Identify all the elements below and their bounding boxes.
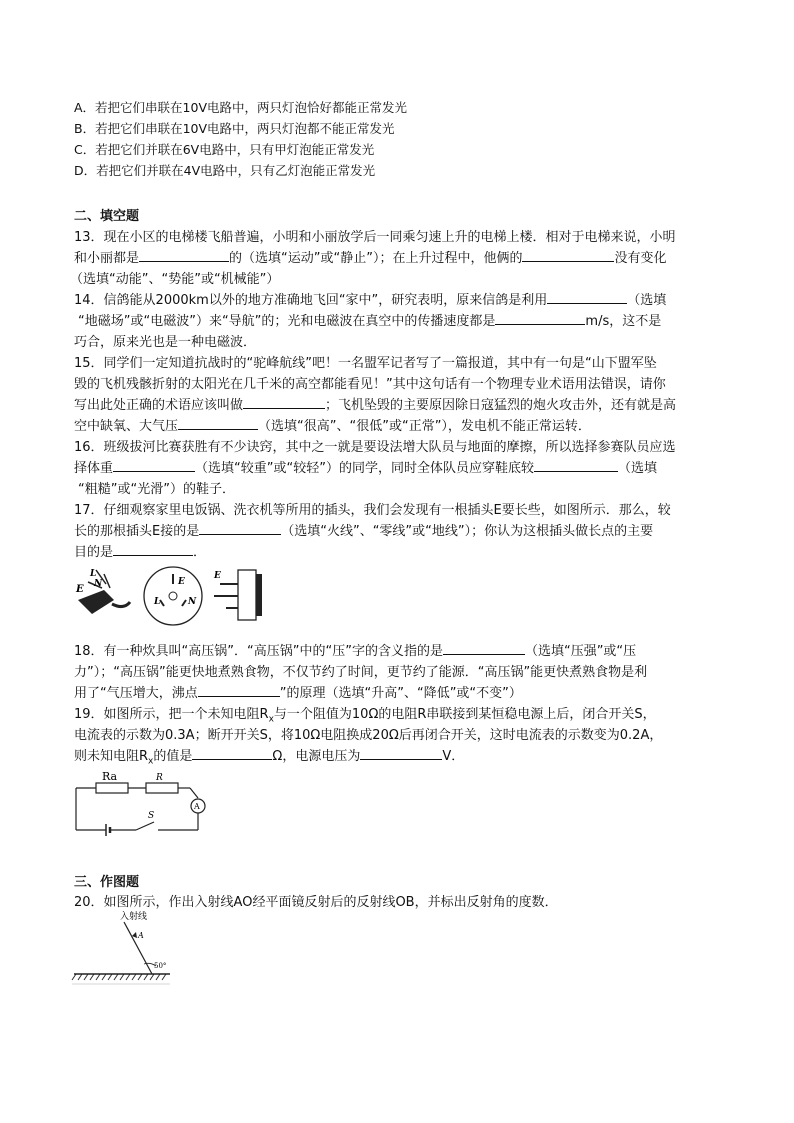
q16-blank1 [113, 459, 195, 472]
incident-ray [124, 922, 152, 974]
q18-line3: 用了“气压增大，沸点 ”的原理（选填“升高”、“降低”或“不变”） [74, 686, 522, 701]
q13-blank1 [139, 249, 229, 262]
plug-figure [70, 562, 266, 626]
socket-label-e: E [178, 577, 185, 587]
q13-blank2 [522, 249, 614, 262]
option-d: D．若把它们并联在4V电路中，只有乙灯泡能正常发光 [74, 163, 376, 178]
q13-line3: （选填“动能”、“势能”或“机械能”） [70, 272, 280, 287]
socket-face [144, 567, 202, 625]
switch-s [136, 822, 154, 830]
switch-label: S [148, 811, 155, 821]
q18-line1: 18．有一种炊具叫“高压锅”．“高压锅”中的“压”字的含义指的是 （选填“压强”或“压 [74, 644, 637, 659]
socket-label-n: N [188, 597, 197, 607]
q16-line1: 16．班级拔河比赛获胜有不少诀窍，其中之一就是要设法增大队员与地面的摩擦，所以选择参赛队员应选 [74, 440, 676, 455]
q15-line1: 15．同学们一定知道抗战时的“驼峰航线”吧！一名盟军记者写了一篇报道，其中有一句是“山下盟军坠 [74, 356, 657, 371]
plug-label-e: E [76, 584, 84, 595]
q17-line1: 17．仔细观察家里电饭锅、洗衣机等所用的插头，我们会发现有一根插头E要长些，如图所示．那么，较 [74, 503, 671, 518]
q16-line2: 择体重 （选填“较重”或“较轻”）的同学，同时全体队员应穿鞋底较 （选填 [74, 461, 657, 476]
resistor-r [146, 783, 178, 793]
q14-blank1 [547, 291, 627, 304]
q14-line2: “地磁场”或“电磁波”）来“导航”的；光和电磁波在真空中的传播速度都是 m/s，这不是 [78, 314, 662, 329]
q15-line3: 写出此处正确的术语应该叫做 ；飞机坠毁的主要原因除日寇猛烈的炮火攻击外，还有就是高 [74, 398, 677, 413]
incident-ray-label: 入射线 [120, 912, 148, 922]
q18-line2: 力”）；“高压锅”能更快地煮熟食物，不仅节约了时间，更节约了能源．“高压锅”能更快煮熟食物是利 [74, 665, 648, 680]
plug-side-view [75, 569, 130, 614]
q15-line2: 毁的飞机残骸折射的太阳光在几千米的高空都能看见！”其中这句话有一个物理专业术语用法错误，请你 [74, 377, 666, 392]
option-b: B．若把它们串联在10V电路中，两只灯泡都不能正常发光 [74, 121, 395, 136]
q16-blank2 [534, 459, 618, 472]
option-c: C．若把它们并联在6V电路中，只有甲灯泡能正常发光 [74, 142, 375, 157]
section-drawing-title: 三、作图题 [74, 875, 140, 890]
circuit-figure [70, 768, 218, 838]
q17-blank2 [113, 543, 193, 556]
q17-blank1 [199, 522, 281, 535]
r-label: R [156, 773, 163, 783]
profile-label-e: E [214, 571, 221, 581]
q19-line2: 电流表的示数为0.3A；断开开关S，将10Ω电阻换成20Ω后再闭合开关，这时电流表的示数变为0.2A， [74, 728, 663, 743]
q19-blank2 [360, 747, 442, 760]
q14-line1: 14．信鸽能从2000km以外的地方准确地飞回“家中”，研究表明，原来信鸽是利用 （选填 [74, 293, 667, 308]
mirror-figure [70, 908, 174, 986]
q20-line1: 20．如图所示，作出入射线AO经平面镜反射后的反射线OB，并标出反射角的度数． [74, 895, 558, 910]
q19-line3: 则未知电阻$R_x$的值是 Ω，电源电压为 V． [74, 749, 465, 767]
q17-line3: 目的是 ． [74, 545, 207, 560]
q16-line3: “粗糙”或“光滑”）的鞋子． [78, 482, 235, 497]
mirror-hatching [72, 974, 166, 980]
q18-blank1 [443, 642, 525, 655]
plug-profile [213, 570, 262, 620]
q14-line3: 巧合，原来光也是一种电磁波． [74, 335, 257, 350]
q15-blank1 [243, 396, 325, 409]
q15-blank2 [178, 417, 258, 430]
point-a-label: A [138, 931, 144, 940]
section-fill-in-title: 二、填空题 [74, 209, 140, 224]
plug-label-n: N [94, 579, 103, 589]
q19-blank1 [192, 747, 272, 760]
q17-line2: 长的那根插头E接的是 （选填“火线”、“零线”或“地线”）；你认为这根插头做长点的主要 [74, 524, 654, 539]
option-a: A．若把它们串联在10V电路中，两只灯泡恰好都能正常发光 [74, 100, 408, 115]
socket-label-l: L [154, 597, 161, 607]
q13-line1: 13．现在小区的电梯楼飞船普遍，小明和小丽放学后一同乘匀速上升的电梯上楼．相对于电梯来说，小明 [74, 230, 676, 245]
q19-line1: 19．如图所示，把一个未知电阻$R_x$与一个阻值为10Ω的电阻R串联接到某恒稳电源上后，闭合开关S， [74, 707, 656, 725]
plug-label-l: L [90, 569, 97, 579]
angle-label: 50° [154, 962, 167, 970]
q15-line4: 空中缺氧、大气压 （选填“很高”、“很低”或“正常”），发电机不能正常运转． [74, 419, 591, 434]
ammeter-label: A [194, 802, 200, 811]
resistor-ra [96, 783, 128, 793]
ra-label: Ra [102, 770, 118, 783]
q14-blank2 [495, 312, 585, 325]
q13-line2: 和小丽都是 的（选填“运动”或“静止”）；在上升过程中，他俩的 没有变化 [74, 251, 667, 266]
q18-blank2 [198, 684, 280, 697]
